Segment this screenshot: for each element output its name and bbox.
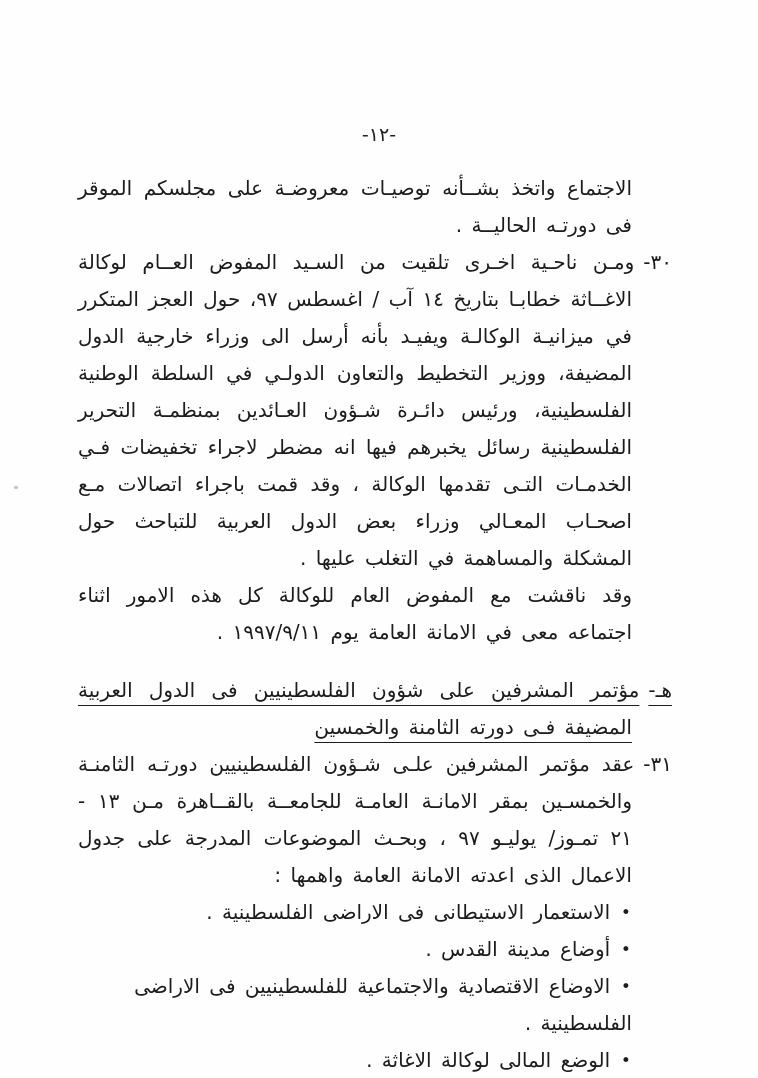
- paragraph-30-text: ومـن ناحـية اخـرى تلقيت من السـيد المفوض العــام لوكالة الاغــاثة خطابـا بتاريخ ١٤ آب / اغسطس ٩٧، حول العجز المتكرر في ميزانيـة الوكالـة ويفيـد بأنه أرسل الى وزراء خارجية الدول المضيفة، ووزير التخطيط والتعاون الدولـي في السلطة الوطنية الفلسطينية، ورئيس دائـرة شـؤون العـائدين بمنظمـة التحرير الفلسطينية رسائل يخبرهم فيها انه مضطر لاجراء تخفيضات فـي الخدمـات التـى تقدمها الوكالة ، وقد قمت باجراء اتصالات مـع اصحـاب المعـالي وزراء بعض الدول العربية للتباحث حول المشكلة والمساهمة في التغلب عليها .: [78, 250, 635, 570]
- paragraph-31: [78, 746, 672, 894]
- bullet-icon: •: [621, 1049, 632, 1071]
- bullet-icon: •: [621, 938, 632, 960]
- agenda-items-list: [78, 894, 672, 1078]
- paragraph-30: [78, 244, 672, 577]
- agenda-item-text: أوضاع مدينة القدس .: [425, 937, 611, 961]
- paragraph-31-number: ٣١-: [643, 752, 672, 776]
- list-item: [78, 1042, 632, 1078]
- section-heading-e: [78, 672, 672, 746]
- paragraph-discussion: وقد ناقشت مع المفوض العام للوكالة كل هذه الامور اثناء اجتماعه معى في الامانة العامة يوم ١٩٩٧/٩/١١ .: [78, 583, 632, 644]
- list-item: [78, 894, 632, 931]
- bullet-icon: •: [621, 975, 632, 997]
- bullet-icon: •: [621, 901, 632, 923]
- page-number: -١٢-: [361, 124, 397, 146]
- paragraph-continuation: الاجتماع واتخذ بشــأنه توصيـات معروضـة على مجلسكم الموقر فى دورتـه الحاليــة .: [78, 176, 632, 237]
- document-body: [78, 170, 672, 1078]
- list-item: [78, 931, 632, 968]
- paragraph-30-number: ٣٠-: [643, 250, 672, 274]
- paragraph-31-text: عقد مؤتمر المشرفين علـى شـؤون الفلسطينيين دورتـه الثامنـة والخمسـين بمقر الامانـة العامـة للجامعــة بالقــاهرة مـن ١٣ - ٢١ تمـوز/ يوليـو ٩٧ ، وبحـث الموضوعات المدرجة على جدول الاعمال الذى اعدته الامانة العامة واهمها :: [78, 752, 635, 887]
- agenda-item-text: الاستعمار الاستيطانى فى الاراضى الفلسطينية .: [206, 900, 611, 924]
- list-item: [78, 968, 632, 1042]
- agenda-item-text: الوضع المالى لوكالة الاغاثة .: [366, 1048, 611, 1072]
- section-heading-text: مؤتمر المشرفين على شؤون الفلسطينيين فى الدول العربية المضيفة فـى دورته الثامنة والخمسين: [78, 678, 640, 739]
- agenda-item-text: الاوضاع الاقتصادية والاجتماعية للفلسطينيين فى الاراضى الفلسطينية .: [134, 974, 632, 1035]
- scan-artifact-speck: [14, 486, 18, 489]
- section-heading-marker: هـ-: [648, 678, 672, 702]
